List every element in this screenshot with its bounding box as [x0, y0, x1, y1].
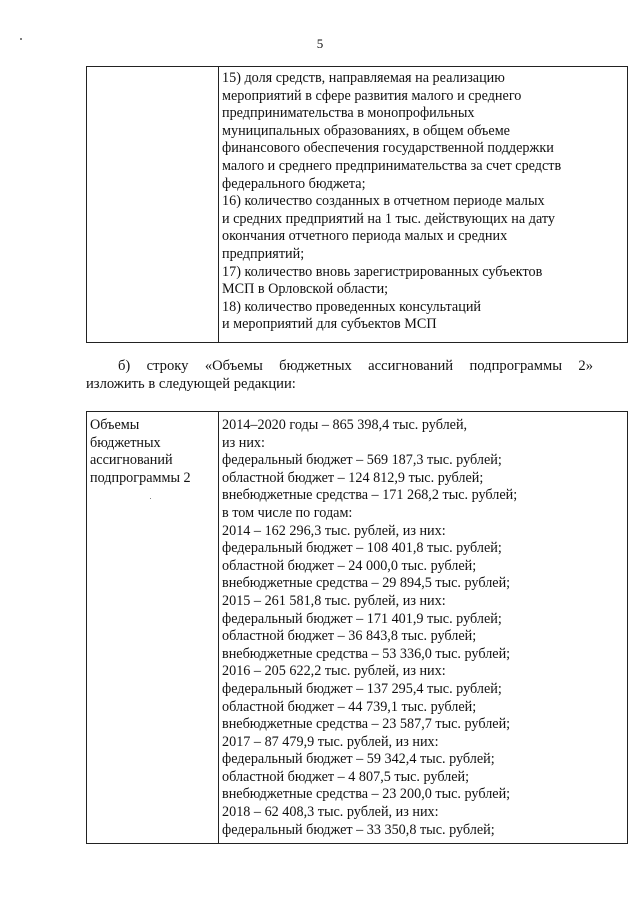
budget-value-line: областной бюджет – 24 000,0 тыс. рублей; — [222, 557, 477, 574]
budget-table — [86, 411, 628, 844]
budget-value-line: 2018 – 62 408,3 тыс. рублей, из них: — [222, 804, 439, 821]
indicator-line: финансового обеспечения государственной поддержки — [222, 140, 554, 157]
budget-value-line: 2015 – 261 581,8 тыс. рублей, из них: — [222, 592, 446, 609]
indicators-label-cell — [87, 67, 219, 343]
indicators-list-cell — [219, 67, 628, 343]
indicator-line: окончания отчетного периода малых и средних — [222, 228, 508, 245]
budget-value-line: 2014–2020 годы – 865 398,4 тыс. рублей, — [222, 417, 468, 433]
budget-value-line: внебюджетные средства – 171 268,2 тыс. рублей; — [222, 487, 518, 504]
budget-values-cell — [219, 412, 628, 844]
budget-value-line: федеральный бюджет – 171 401,9 тыс. рублей; — [222, 610, 502, 627]
budget-value-line: областной бюджет – 44 739,1 тыс. рублей; — [222, 698, 477, 715]
budget-value-line: федеральный бюджет – 33 350,8 тыс. рублей; — [222, 821, 495, 838]
budget-label-line: бюджетных — [90, 434, 161, 451]
indicator-line: 17) количество вновь зарегистрированных субъектов — [222, 263, 543, 280]
budget-label-line: подпрограммы 2 — [90, 469, 191, 486]
indicator-line: предприятий; — [222, 245, 305, 262]
budget-value-line: внебюджетные средства – 53 336,0 тыс. рублей; — [222, 645, 511, 662]
budget-value-line: областной бюджет – 4 807,5 тыс. рублей; — [222, 768, 470, 785]
indicators-table — [86, 66, 628, 343]
budget-label-line: ассигнований — [90, 452, 173, 469]
budget-value-line: федеральный бюджет – 569 187,3 тыс. рублей; — [222, 452, 502, 469]
indicator-line: предпринимательства в монопрофильных — [222, 105, 475, 122]
amendment-line-1: б) строку «Объемы бюджетных ассигнований подпрограммы 2» — [118, 358, 593, 374]
page-number: 5 — [316, 36, 324, 51]
budget-value-line: 2017 – 87 479,9 тыс. рублей, из них: — [222, 733, 439, 750]
budget-value-line: внебюджетные средства – 29 894,5 тыс. рублей; — [222, 575, 511, 592]
budget-value-line: внебюджетные средства – 23 587,7 тыс. рублей; — [222, 716, 511, 733]
indicator-line: мероприятий в сфере развития малого и среднего — [222, 87, 522, 104]
budget-label-line: Объемы — [90, 417, 140, 433]
indicator-line: 15) доля средств, направляемая на реализацию — [222, 70, 505, 86]
indicator-line: 16) количество созданных в отчетном периоде малых — [222, 193, 545, 210]
indicator-line: муниципальных образованиях, в общем объеме — [222, 122, 510, 139]
indicator-line: и средних предприятий на 1 тыс. действующих на дату — [222, 210, 555, 227]
budget-value-line: в том числе по годам: — [222, 504, 353, 521]
indicator-line: МСП в Орловской области; — [222, 281, 389, 298]
budget-value-line: областной бюджет – 36 843,8 тыс. рублей; — [222, 628, 477, 645]
amendment-line-2: изложить в следующей редакции: — [86, 376, 296, 392]
table-row — [87, 412, 628, 844]
indicator-line: федерального бюджета; — [222, 175, 366, 192]
budget-value-line: областной бюджет – 124 812,9 тыс. рублей; — [222, 469, 484, 486]
indicator-line: 18) количество проведенных консультаций — [222, 298, 482, 315]
indicator-line: и мероприятий для субъектов МСП — [222, 316, 437, 333]
budget-value-line: федеральный бюджет – 59 342,4 тыс. рублей; — [222, 751, 495, 768]
budget-value-line: 2014 – 162 296,3 тыс. рублей, из них: — [222, 522, 446, 539]
budget-label-cell — [87, 412, 219, 844]
amendment-paragraph — [86, 357, 593, 393]
indicator-line: малого и среднего предпринимательства за счет средств — [222, 157, 562, 174]
budget-value-line: 2016 – 205 622,2 тыс. рублей, из них: — [222, 663, 446, 680]
budget-value-line: федеральный бюджет – 108 401,8 тыс. рублей; — [222, 540, 502, 557]
budget-value-line: внебюджетные средства – 23 200,0 тыс. рублей; — [222, 786, 511, 803]
budget-value-line: федеральный бюджет – 137 295,4 тыс. рублей; — [222, 680, 502, 697]
budget-value-line: из них: — [222, 434, 265, 451]
table-row — [87, 67, 628, 343]
